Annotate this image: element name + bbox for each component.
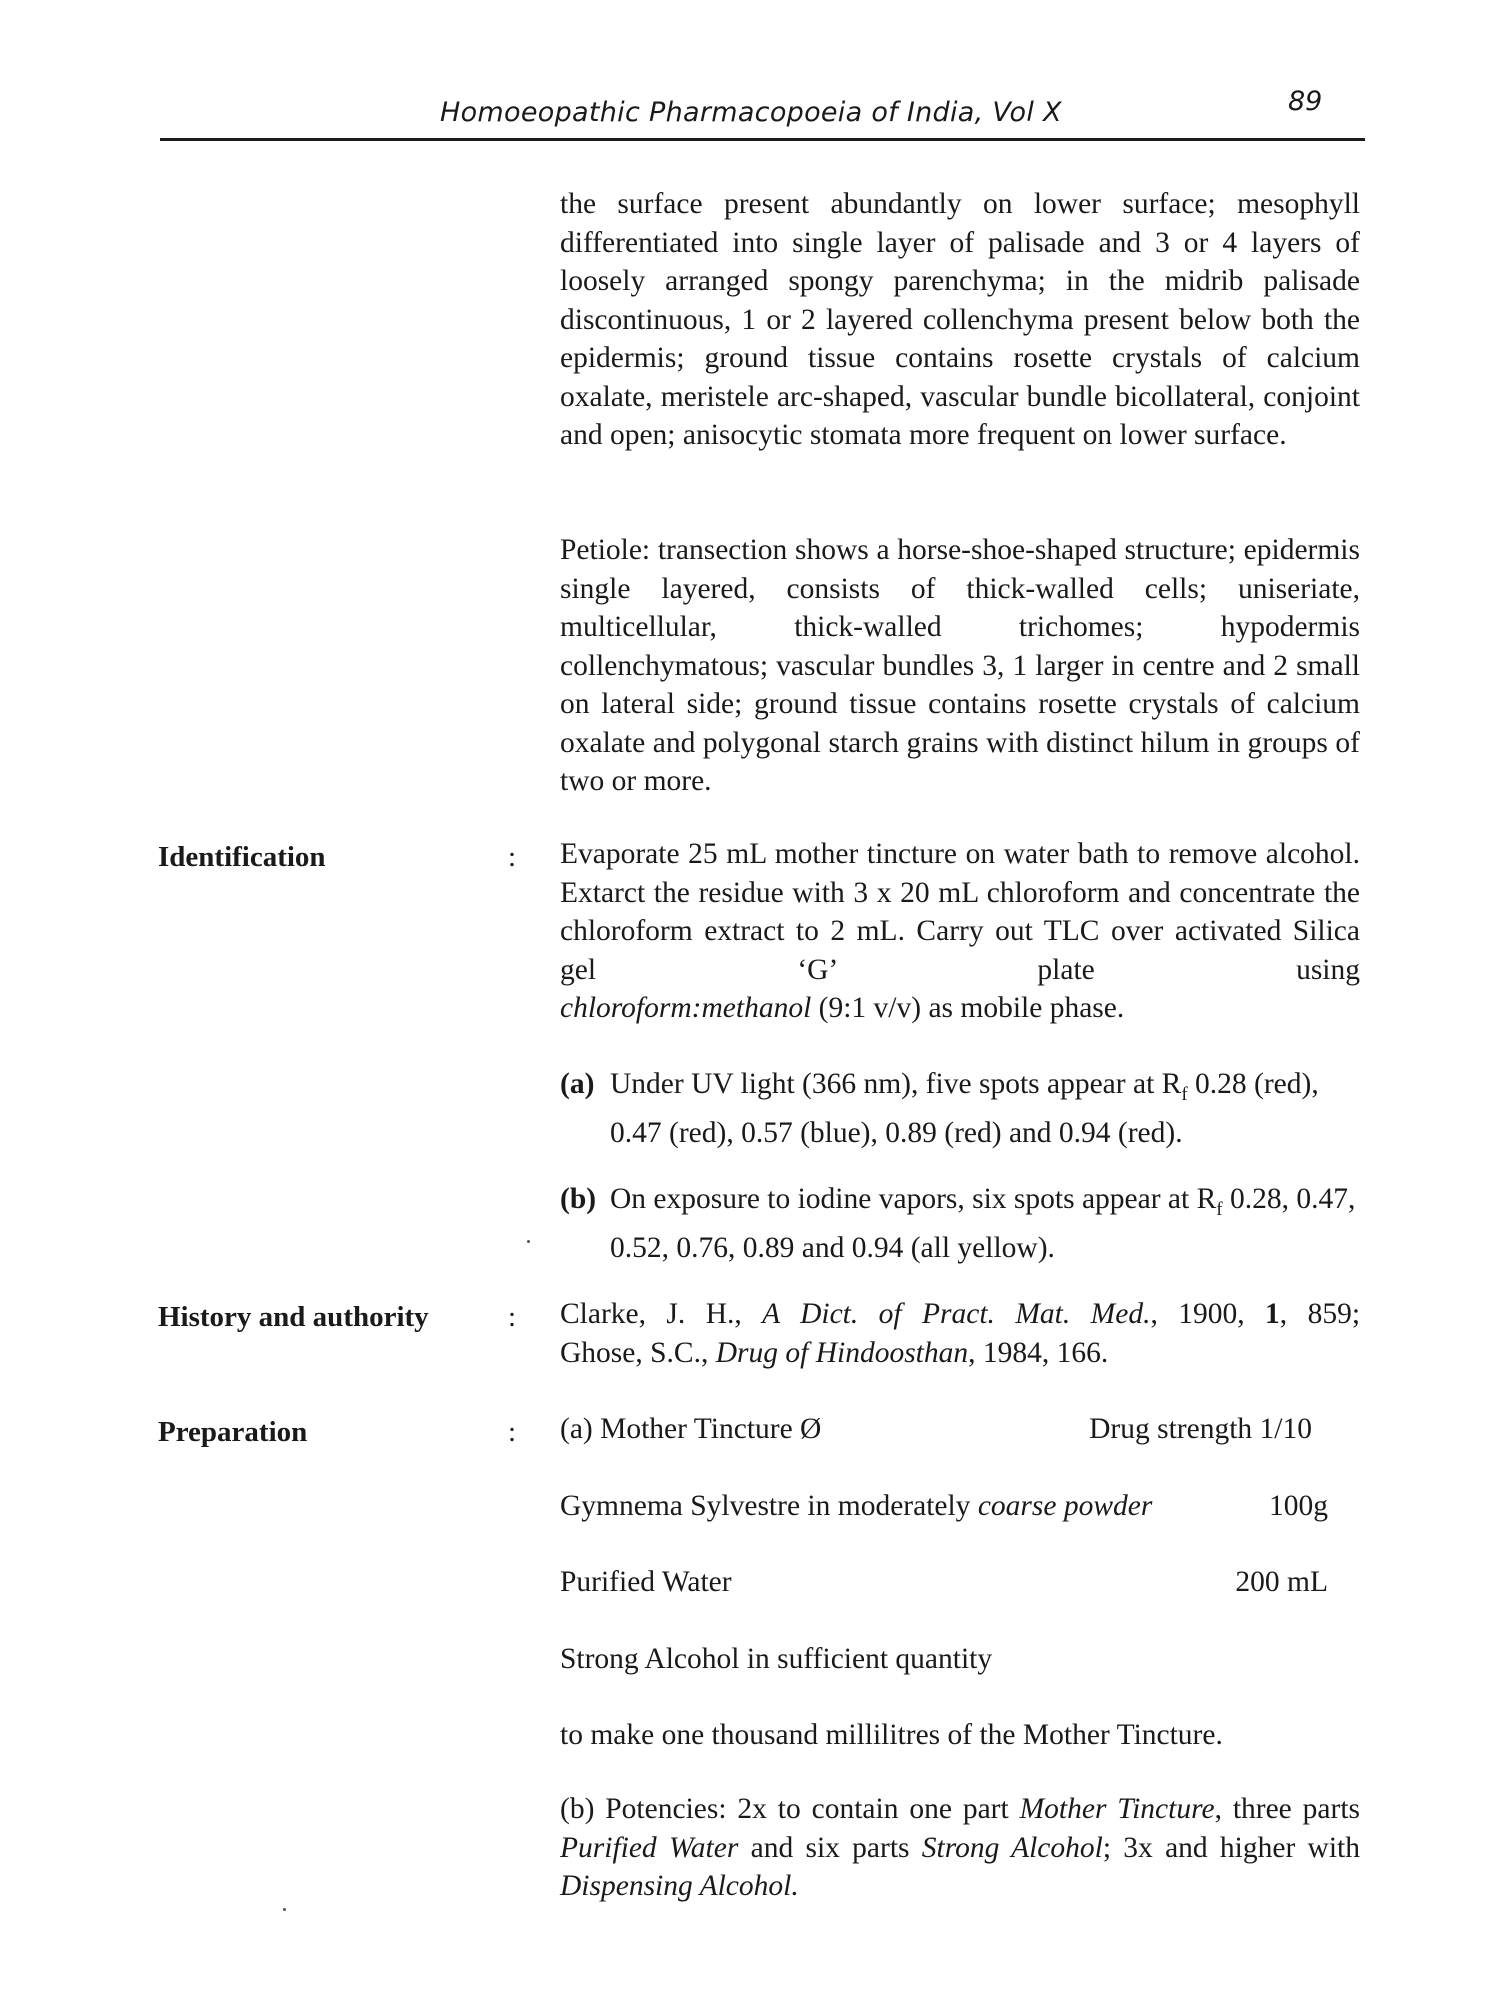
identification-solvent: chloroform:methanol: [560, 992, 812, 1024]
petiole-paragraph: Petiole: transection shows a horse-shoe-shaped structure; epidermis single layered, consists of thick-walled cells; uniseriate, multicellular, thick-walled trichomes; hypodermis collenchymatous; vascular bundles 3, 1 larger in centre and 2 small on lateral side; ground tissue contains rosette crystals of calcium oxalate and polygonal starch grains with distinct hilum in groups of two or more.: [560, 534, 1360, 797]
ingredient-row-water: [560, 1563, 1328, 1602]
reference-clarke: [560, 1295, 1360, 1334]
identification-label: Identification: [158, 841, 326, 873]
scan-speck: [283, 1908, 286, 1911]
mother-tincture-label: (a) Mother Tincture Ø: [560, 1413, 822, 1445]
item-a-text: [610, 1065, 1360, 1153]
ingredient-gymnema-qty: 100g: [1269, 1490, 1328, 1522]
ref1-volume: 1: [1265, 1298, 1280, 1330]
identification-item-a: [560, 1065, 1360, 1153]
item-b-rf-sub: f: [1216, 1198, 1223, 1220]
item-a-pre: Under UV light (366 nm), five spots appear at R: [610, 1068, 1182, 1100]
header-rule: [160, 138, 1365, 141]
ingredient-water-qty: 200 mL: [1235, 1566, 1328, 1598]
potencies-strong-alcohol: Strong Alcohol: [921, 1831, 1103, 1864]
potencies-mother-tincture: Mother Tincture: [1019, 1793, 1215, 1825]
potencies-higher: ; 3x and higher with: [1102, 1831, 1360, 1864]
history-references: [560, 1295, 1360, 1372]
identification-colon: :: [508, 841, 517, 873]
identification-item-b: [560, 1180, 1360, 1268]
history-label: History and authority: [158, 1301, 429, 1333]
scan-speck: [527, 1240, 530, 1243]
history-colon: :: [508, 1301, 517, 1333]
ref1-year: , 1900,: [1150, 1298, 1266, 1330]
mother-tincture-row: [560, 1410, 1312, 1449]
item-b-text: [610, 1180, 1360, 1268]
ingredient-make-up: to make one thousand millilitres of the Mother Tincture.: [560, 1719, 1223, 1751]
item-a-label: (a): [560, 1068, 595, 1100]
item-b-label: (b): [560, 1183, 597, 1215]
ref2-title: Drug of Hindoosthan: [715, 1336, 969, 1369]
identification-main: Evaporate 25 mL mother tincture on water bath to remove alcohol. Extarct the residue with 3 x 20 mL chloroform and concentrate the chloroform extract to 2 mL. Carry out TLC over activated Silica gel ‘G’ plate using: [560, 838, 1360, 986]
preparation-colon: :: [508, 1416, 517, 1448]
potencies-six-parts: and six parts: [738, 1831, 922, 1864]
ingredient-gymnema-text: Gymnema Sylvestre in moderately: [560, 1490, 978, 1522]
ingredient-gymnema-form: coarse powder: [977, 1490, 1153, 1522]
ref1-page: , 859;: [1279, 1298, 1361, 1330]
drug-strength: Drug strength 1/10: [1089, 1413, 1312, 1445]
continuation-paragraph: the surface present abundantly on lower surface; mesophyll differentiated into single layer of palisade and 3 or 4 layers of loosely arranged spongy parenchyma; in the midrib palisade discontinuous, 1 or 2 layered collenchyma present below both the epidermis; ground tissue contains rosette crystals of calcium oxalate, meristele arc-shaped, vascular bundle bicollateral, conjoint and open; anisocytic stomata more frequent on lower surface.: [560, 188, 1360, 451]
ingredient-row-gymnema: [560, 1487, 1328, 1526]
page-number: 89: [1288, 86, 1323, 117]
potencies-dispensing-alcohol: Dispensing Alcohol.: [560, 1870, 799, 1902]
item-a-rf-sub: f: [1181, 1083, 1188, 1105]
ref1-author: Clarke, J. H.,: [560, 1298, 763, 1330]
potencies-paragraph: [560, 1790, 1360, 1906]
potencies-intro: (b) Potencies: 2x to contain one part: [560, 1793, 1020, 1825]
ingredient-water: Purified Water: [560, 1566, 732, 1598]
potencies-purified-water: Purified Water: [560, 1831, 739, 1864]
identification-mobile-phase: [560, 989, 1360, 1028]
identification-text: [560, 835, 1360, 1028]
item-a-post: 0.28 (red), 0.47 (red), 0.57 (blue), 0.89 (red) and 0.94 (red).: [610, 1068, 1319, 1150]
ref1-title: A Dict. of Pract. Mat. Med.: [762, 1298, 1151, 1330]
running-header-title: Homoeopathic Pharmacopoeia of India, Vol X: [440, 97, 1062, 128]
item-b-pre: On exposure to iodine vapors, six spots appear at R: [610, 1183, 1217, 1215]
ref2-year-page: , 1984, 166.: [968, 1336, 1109, 1369]
ingredient-gymnema: [560, 1487, 1152, 1526]
preparation-label: Preparation: [158, 1416, 308, 1448]
potencies-three-parts: , three parts: [1214, 1793, 1361, 1825]
ref2-author: Ghose, S.C.,: [560, 1336, 716, 1369]
item-b-post: 0.28, 0.47, 0.52, 0.76, 0.89 and 0.94 (all yellow).: [610, 1183, 1356, 1265]
ingredient-alcohol: Strong Alcohol in sufficient quantity: [560, 1643, 993, 1675]
identification-tail: (9:1 v/v) as mobile phase.: [811, 992, 1125, 1024]
reference-ghose: [560, 1334, 1360, 1373]
